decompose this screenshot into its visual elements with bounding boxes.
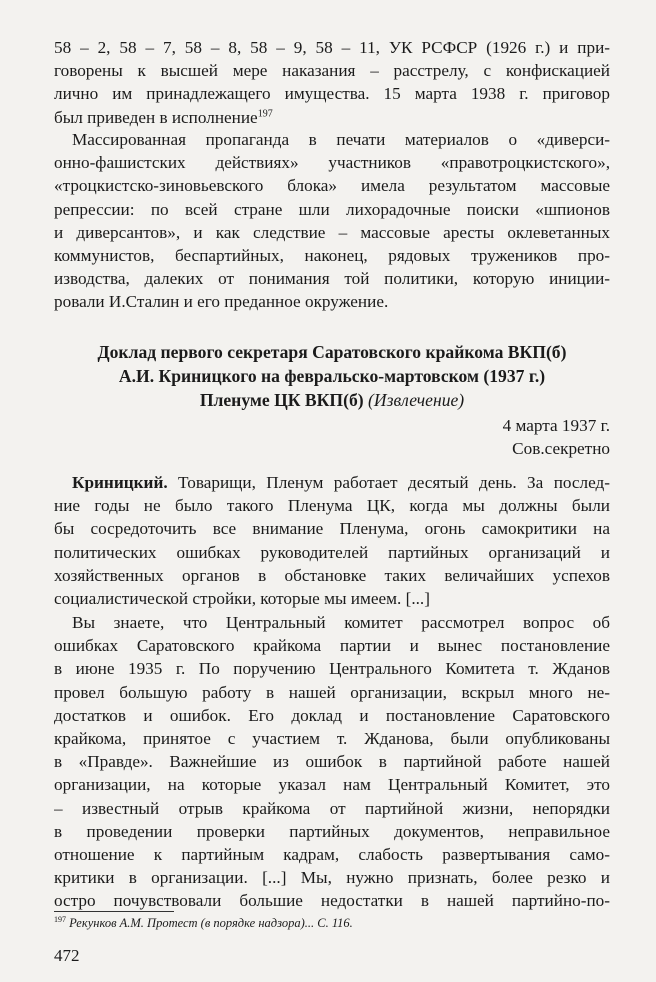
- text-line: 58 – 2, 58 – 7, 58 – 8, 58 – 9, 58 – 11, УК РСФСР (1926 г.) и при-: [54, 38, 610, 57]
- text-line: [54, 471, 610, 494]
- paragraph-propaganda: [54, 128, 610, 314]
- footnote-text: Рекунков А.М. Протест (в порядке надзора)... С. 116.: [66, 916, 353, 930]
- text-line: достатков и ошибок. Его доклад и постановление Саратовского: [54, 705, 610, 725]
- text-line: изводства, далеких от понимания той политики, которую иниции-: [54, 269, 610, 289]
- paragraph-speech-opening: [54, 471, 610, 610]
- text-line: в июне 1935 г. По поручению Центрального Комитета т. Жданов: [54, 659, 610, 679]
- text-line: отношение к партийным кадрам, слабость развертывания само-: [54, 844, 610, 864]
- text-line: политических ошибках руководителей партийных организаций и: [54, 542, 610, 562]
- text-span: Товарищи, Пленум работает десятый день. За послед-: [167, 473, 610, 492]
- text-line: в «Правде». Важнейшие из ошибок в партийной работе нашей: [54, 752, 610, 772]
- document-meta: [54, 414, 610, 460]
- heading-line: [54, 388, 610, 412]
- speaker-name: Криницкий.: [72, 473, 168, 492]
- text-line: Массированная пропаганда в печати материалов о «диверси-: [72, 130, 610, 149]
- text-line: онно-фашистских действиях» участников «правотроцкистского»,: [54, 153, 610, 173]
- text-line: провел большую работу в нашей организации, вскрыл много не-: [54, 682, 610, 702]
- text-line: говорены к высшей мере наказания – расстрелу, с конфискацией: [54, 61, 610, 81]
- text-line: хозяйственных органов в обстановке таких величайших успехов: [54, 565, 610, 585]
- heading-line: Доклад первого секретаря Саратовского крайкома ВКП(б): [97, 342, 567, 362]
- text-line: лично им принадлежащего имущества. 15 марта 1938 г. приговор: [54, 84, 610, 104]
- footnote-ref: 197: [257, 107, 273, 119]
- paragraph-central-committee: [54, 611, 610, 912]
- text-line: и диверсантов», и как следствие – массовые аресты оклеветанных: [54, 222, 610, 242]
- footnote-divider: [54, 911, 174, 912]
- text-line: остро почувствовали большие недостатки в нашей партийно-по-: [54, 891, 610, 911]
- text-line: репрессии: по всей стране шли лихорадочные поиски «шпионов: [54, 199, 610, 219]
- intro-paragraph: [54, 36, 610, 129]
- text-line: – известный отрыв крайкома от партийной жизни, непорядки: [54, 798, 610, 818]
- page-number: 472: [54, 946, 80, 965]
- heading-text: Пленуме ЦК ВКП(б): [199, 390, 364, 410]
- text-line: критики в организации. [...] Мы, нужно признать, более резко и: [54, 868, 610, 888]
- text-line: в проведении проверки партийных документов, неправильное: [54, 821, 610, 841]
- heading-line: А.И. Криницкого на февральско-мартовском (1937 г.): [118, 366, 546, 386]
- text-line: бы сосредоточить все внимание Пленума, огонь самокритики на: [54, 519, 610, 539]
- footnote: [54, 916, 353, 931]
- text-line: «троцкистско-зиновьевского блока» имела результатом массовые: [54, 176, 610, 196]
- document-heading: [54, 340, 610, 412]
- text-line: Вы знаете, что Центральный комитет рассмотрел вопрос об: [72, 613, 610, 632]
- text-line: ошибках Саратовского крайкома партии и вынес постановление: [54, 636, 610, 656]
- text-line: социалистической стройки, которые мы имеем. [...]: [54, 588, 430, 608]
- text-line: организации, на которые указал нам Центральный Комитет, это: [54, 775, 610, 795]
- footnote-number: 197: [54, 914, 66, 924]
- text-line: коммунистов, беспартийных, наконец, рядовых тружеников про-: [54, 245, 610, 265]
- text-line: крайкома, принятое с участием т. Жданова, были опубликованы: [54, 728, 610, 748]
- document-classification: Сов.секретно: [512, 439, 610, 459]
- text-line: ровали И.Сталин и его преданное окружение.: [54, 292, 389, 312]
- text-line: ние годы не было такого Пленума ЦК, когда мы должны были: [54, 496, 610, 516]
- text-span: был приведен в исполнение: [54, 107, 258, 127]
- text-line: [54, 106, 610, 129]
- heading-excerpt-note: (Извлечение): [368, 390, 465, 410]
- document-date: 4 марта 1937 г.: [502, 416, 610, 435]
